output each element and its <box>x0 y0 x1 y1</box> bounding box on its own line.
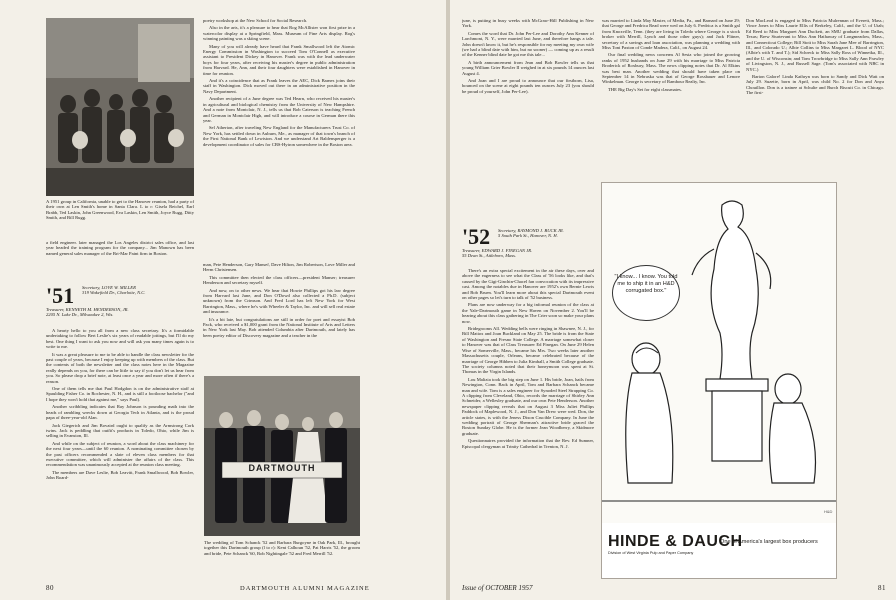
paragraph: Questionnaires provided the information that the Rev. Ed Sumner, Episcopal clergyman at Trinity Cathedral in Trenton, N. J. <box>462 438 594 449</box>
paragraph: Many of you will already have heard that Frank Smallwood left the Atomic Energy Commission in Washington to succeed Tom O'Connell as executive assistant to President Dickey in Hanover. Frank was with the lead underwater boys for four years, after receiving his master's degree in public administration from Harvard. He, Ann, and their four daughters were established in Hanover in time for reunion. <box>203 43 355 76</box>
right-col-3 <box>746 18 884 178</box>
ad-illustration <box>602 183 836 578</box>
right-col-1-top <box>462 18 594 228</box>
class-51-secretary-address: 319 Wakefield Dr., Charlotte, N.C. <box>82 290 146 296</box>
magazine-title: DARTMOUTH ALUMNI MAGAZINE <box>240 585 370 592</box>
group-photo-image <box>46 18 194 196</box>
paragraph: And now, on to other news. We hear that Howie Phillips got his law degree from Harvard last June, and Don O'Dowd also collected a Ph.D. (subject unknown) from the Crimson. And Fred Lord has left New York for West Barrington, Mass., where he's with Wheeler & Taylor, Inc. and will sell real estate and insurance. <box>203 287 355 315</box>
hinde-dauch-advertisement <box>601 182 837 579</box>
class-51-treasurer-address: 2205 N. Lake Dr., Milwaukee 2, Wis. <box>46 312 114 318</box>
paragraph: Comes the word that Dr. John Per-Lee and Dorothy Ann Kenner of Larchmont, N. Y., were married last June, and therefore hangs a tale. John doesn't know it, but he's responsible for my meeting my own wife (we had a blind date with him, but no sooner) — coming up as a result of the Kenner blind date he got me this tale... <box>462 30 594 58</box>
paragraph: And Joan and I are proud to announce that our firstborn, Lisa, bounced on the scene at eight pounds ten ounces July 23 (you should be proud of yourself, John Per-Lee). <box>462 78 594 94</box>
class-52-heading <box>462 226 594 266</box>
class-51-treasurer-block <box>46 307 194 318</box>
wedding-photo-caption: The wedding of Tom Schanck '52 and Barbara Burgoyne in Oak Park, Ill., brought together this Dartmouth group (l to r): Kent Calhoun '52, Pat Harris '52, the groom and bride, Pete Schanck '60, Bob Nightingale '52 and Fred Merrill '52. <box>204 540 360 556</box>
paragraph: Lou Malizia took the big step on June 1. His bride, Joan, hails from Newington, Conn. Back in April, Tom and Barbara Schanck became man and wife. Tom is a sales engineer for Synoded Steel Strapping Co. A clipping from Cleveland, Ohio, records the marriage of Shirley Ann Schneider, a Wellesley graduate, and our own Pete Henderson. Another newspaper clipping reveals that on August 3 Miss Juliet Phillips Paddock of Maplewood, N. J., and Don Van Drew were wed. Don, the article states, is with the Jeness Dixon Crucible Company. In June the wedding portrait of George Sherman's attractive bride graced the Boston Sunday Globe. He is the former Jean Woodberry, a Skidmore graduate. <box>462 376 594 436</box>
paragraph: THE Big Day's Set for eight classmates. <box>608 86 682 92</box>
paragraph: june, is putting in busy weeks with McGraw-Hill Publishing in New York. <box>462 18 594 29</box>
paragraph: Bridegrooms All. Wedding bells were ringing in Shawnee, N. J., for Bill Mattox and Joan Buckland on May 25. The bride is from the State of Washington and Fresno State College. A marriage somewhat closer to Hanover was that of Class Treasurer Ed Finegan. On June 29 Helen Wise of Somerville, Mass., became his Mrs. Two weeks later another Massachusetts couple, Orleans, became celebrated because of the marriage of George Hibben to Julia Kimball, a Smith College graduate. The society columns noted that their honeymoon was spent at St. Thomas in the Virgin Islands. <box>462 326 594 375</box>
paragraph: Plans are now underway for a big informal reunion of the class at the Yale-Dartmouth game in New Haven on November 2. You'll be hearing about this class gathering in The Crier soon so make your plans now. <box>462 302 594 324</box>
paragraph: The members are Dave Leslie, Bob Leavitt, Frank Smallwood, Bob Bowler, John Board- <box>46 469 194 481</box>
paragraph: man, Pete Henderson, Gary Mansef, Dave Hilton, Jim Robertson, Love Miller and Herm Christensen. <box>203 262 355 273</box>
class-52-secretary: Secretary, RAYMOND J. BUCK JR. <box>498 228 564 233</box>
paragraph: Sel Atherton, after traveling New England for the Manufacturers Trust Co. of New York, has settled down in Auburn, Me., as manager of that town's branch of the First National Bank of Lewiston. And we understand Art Baldensperger is a development coordinator of sales for CBS-Hytron somewhere in the Boston area. <box>203 125 355 147</box>
california-group-photo <box>46 18 194 196</box>
class-52-treasurer: Treasurer, EDWARD J. FINEGAN JR. <box>462 248 533 253</box>
left-page <box>0 0 447 600</box>
paragraph: A birth announcement from Jean and Bob Bowler tells us that young William Grier Bowler II weighed in at six pounds 14 ounces last August 4. <box>462 59 594 76</box>
class-52-treasurer-address: 55 Dean St., Attleboro, Mass. <box>462 253 517 259</box>
class-51-secretary: Secretary, LOVE W. MILLER <box>82 285 136 290</box>
right-col-2 <box>602 18 740 178</box>
left-col-1-top <box>46 240 194 280</box>
class-51-treasurer: Treasurer, KENNETH M. HENDERSON, JR. <box>46 307 129 312</box>
svg-text:H&D: H&D <box>824 509 833 514</box>
wedding-photo-image <box>204 376 360 536</box>
right-col-1-body <box>462 268 594 568</box>
paragraph: One of them tells me that Paul Hodgdon is on the administrative staff at Spaulding Fisher Co. in Rochester, N. H., and is still a footloose bachelor ("and I hope they won't hold that against me," says Paul). <box>46 386 194 402</box>
issue-date: Issue of OCTOBER 1957 <box>462 584 533 592</box>
class-52-officers <box>498 228 594 239</box>
paragraph: A hearty hello to you all from a new class secretary. It's a formidable undertaking to follow Bert Leslie's six years of readable jottings, but I'll do my best. One thing I want to ask you now and will ask you many times again is to write to me. <box>46 328 194 350</box>
class-51-heading <box>46 285 194 325</box>
paragraph: Another scribbling indicates that Ray Johnson is pounding math into the heads of rambling wrecks down at Georgia Tech in Atlanta, and is the proud papa of three-year-old Alan. <box>46 404 194 421</box>
speech-bubble: "I know... I know. You told me to ship it in an H&D corrugated box." <box>612 265 680 321</box>
ad-brand-name: HINDE & DAUCH <box>608 533 743 550</box>
paragraph: a field engineer. later managed the Los Angeles district sales office, and last year headed the training program for the company... Jim Manown has been named general sales manager of the Bri-Mar Paint firm in Boston. <box>46 240 194 256</box>
paragraph: Jack Giegerich and Jim Bovaird ought to qualify as the Armstrong Cork twins. Jack is peddling that outfit's products in Toledo, Ohio, while Jim is selling in Evanston, Ill. <box>46 422 194 439</box>
class-52-number: '52 <box>462 224 491 249</box>
paragraph: Another recipient of a June degree was Ted Hearn, who received his master's in agricultural and biological chemistry from the University of New Hampshire. And a note from Montclair, N. J., tells us that Bob Caterson is teaching French and German in Montclair High, and will introduce a course in German there this year. <box>203 96 355 123</box>
paragraph: It was a great pleasure to me to be able to handle the class newsletter for the past couple of years, because I enjoy keeping up with members of the class. But the contents of both the newsletter and the class notes here in the Magazine really depends on you, for there can be little to say if you don't let us hear from you. So please drop a brief note, at least once a year and more often if there's a reason. <box>46 351 194 384</box>
class-51-officers <box>82 285 194 296</box>
paragraph: And it's a coincidence that as Frank leaves the AEC, Dick Barnes joins their staff in Washington. Dick moved out there in an administrative position in the Navy Department. <box>203 78 355 94</box>
class-52-treasurer-block <box>462 248 594 259</box>
page-number-right: 81 <box>878 584 886 592</box>
paragraph: poetry workshop at the New School for Social Research. <box>203 18 308 23</box>
paragraph: This committee then elected the class officers—president Manser; treasurer Henderson and secretary myself. <box>203 274 355 286</box>
paragraph: It's a bit late, but congratulations are still in order for poet and essayist Bob Pack, who received a $1,000 grant from the National Institute of Arts and Letters in New York last May. Bob attended Columbia after Dartmouth, and lately has been poetry editor of Discovery magazine and a teacher in the <box>203 316 355 338</box>
wedding-group-photo <box>204 376 360 536</box>
paragraph: Don MacLeod is engaged to Miss Patricia Mulrennan of Everett, Mass.; Vince Jones to Miss Laurie Ellis of Berkeley, Calif., and the U. of Utah; Ed Reed to Miss Margaret Ann Duckett, an SMU graduate from Dallas, Texas; Brew Sturtevant to Miss Ann Hathaway of Longmeadow, Mass., and Connecticut College; Bill Stott to Miss Sarah Jane Mee of Barrington, Ill., and Colorado U.; Albie Collins to Miss Margaret L. Blood of NYC (Albie's with T. and T.); Sid Schreck to Miss Sally Ross of Winnetka, Ill., and the U. of Wisconsin; and Tom Trowbridge to Miss Sally Ann Frawley of Livingston, N. J., and Russell Sage. (Tom's associated with NBC in NYC.) <box>746 18 884 72</box>
paragraph: Barton Galore! Linda Kathryn was born to Sandy and Dick Watt on July 29. Suzette, born in April, was child No. 2 for Don and Anya Chouillon. Don is a trainee at Schulte and Burch Biscuit Co. in Chicago. The first- <box>746 74 884 96</box>
left-col-1-body <box>46 328 194 568</box>
california-photo-caption: A 1951 group in California, unable to get to the Hanover reunion, had a party of their own at Len Smith's home in Santa Clara. L to r: Gisela Reichel, Earl Brabb, Ted Laskin, John Greenwood, Eva Laskin, Len Smith, Joyce Rugg, Ditty Smith, and Bill Rugg. <box>46 199 194 220</box>
paragraph: There's an extra special excitement in the air these days, over and above the eagerness to see what the Class of '56 looks like, and that's caused by the Gigi-Ginchin-Chacel fan convocation with its impressive cast. Among the notables due in Hanover are 1952's own Bernie Lewis and Bob Bruen. You'll learn more about this special Dartmouth event on other pages so let's turn to talk of '52 business. <box>462 268 594 301</box>
left-col-2-top <box>203 18 355 260</box>
paragraph: was married to Linda May Master, of Media, Pa., and Barnard on June 29; that George and Fredrica Read were wed on July 6. Fredrica is a Smith gal from Knoxville, Tenn. (they are living in Toledo where George is a stock broker with Merrill, Lynch and those other guys); and Jack Flitner, secretary of a savings and loan association, was planning a wedding with Miss Toni Paxton of Conde Madera, Calif., on August 24. <box>602 18 740 51</box>
paragraph: And while on the subject of reunion, a word about the class machinery for the next four years—until the 60 reunion. A nominating committee chosen by the past officers recommended a slate of eleven class members for that executive committee, which will administer the affairs of the class. This recommendation was unanimously accepted at the reunion class meeting. <box>46 440 194 468</box>
page-number-left: 80 <box>46 584 54 592</box>
paragraph: Our final wedding news concerns Al Sesia who joined the growing ranks of 1952 husbands on June 29 with his marriage to Miss Patricia Broderick of Roxbury, Mass. The news clipping notes that Dr. Al Elkins was best man. Another wedding that should have taken place on September 14 in Nebraska was that of George Rossbauer and Lenore Winkelman. George is secretary of Rambour Realty, Inc. <box>602 52 740 85</box>
ad-brand-tagline: Division of West Virginia Pulp and Paper Company <box>608 551 694 555</box>
paragraph: Also in the arts, it's a pleasure to hear that Rog McAllister won first prize in a watercolor display at a Springfield, Mass. Museum of Fine Arts display. Rog's winning painting was a skiing scene. <box>203 25 355 42</box>
dartmouth-banner: DARTMOUTH <box>248 463 316 473</box>
class-52-secretary-address: 5 South Park St., Hanover, N. H. <box>498 233 558 239</box>
class-51-number: '51 <box>46 283 75 308</box>
left-col-2-mid <box>203 262 355 372</box>
ad-slogan: One of America's largest box producers <box>720 539 818 545</box>
